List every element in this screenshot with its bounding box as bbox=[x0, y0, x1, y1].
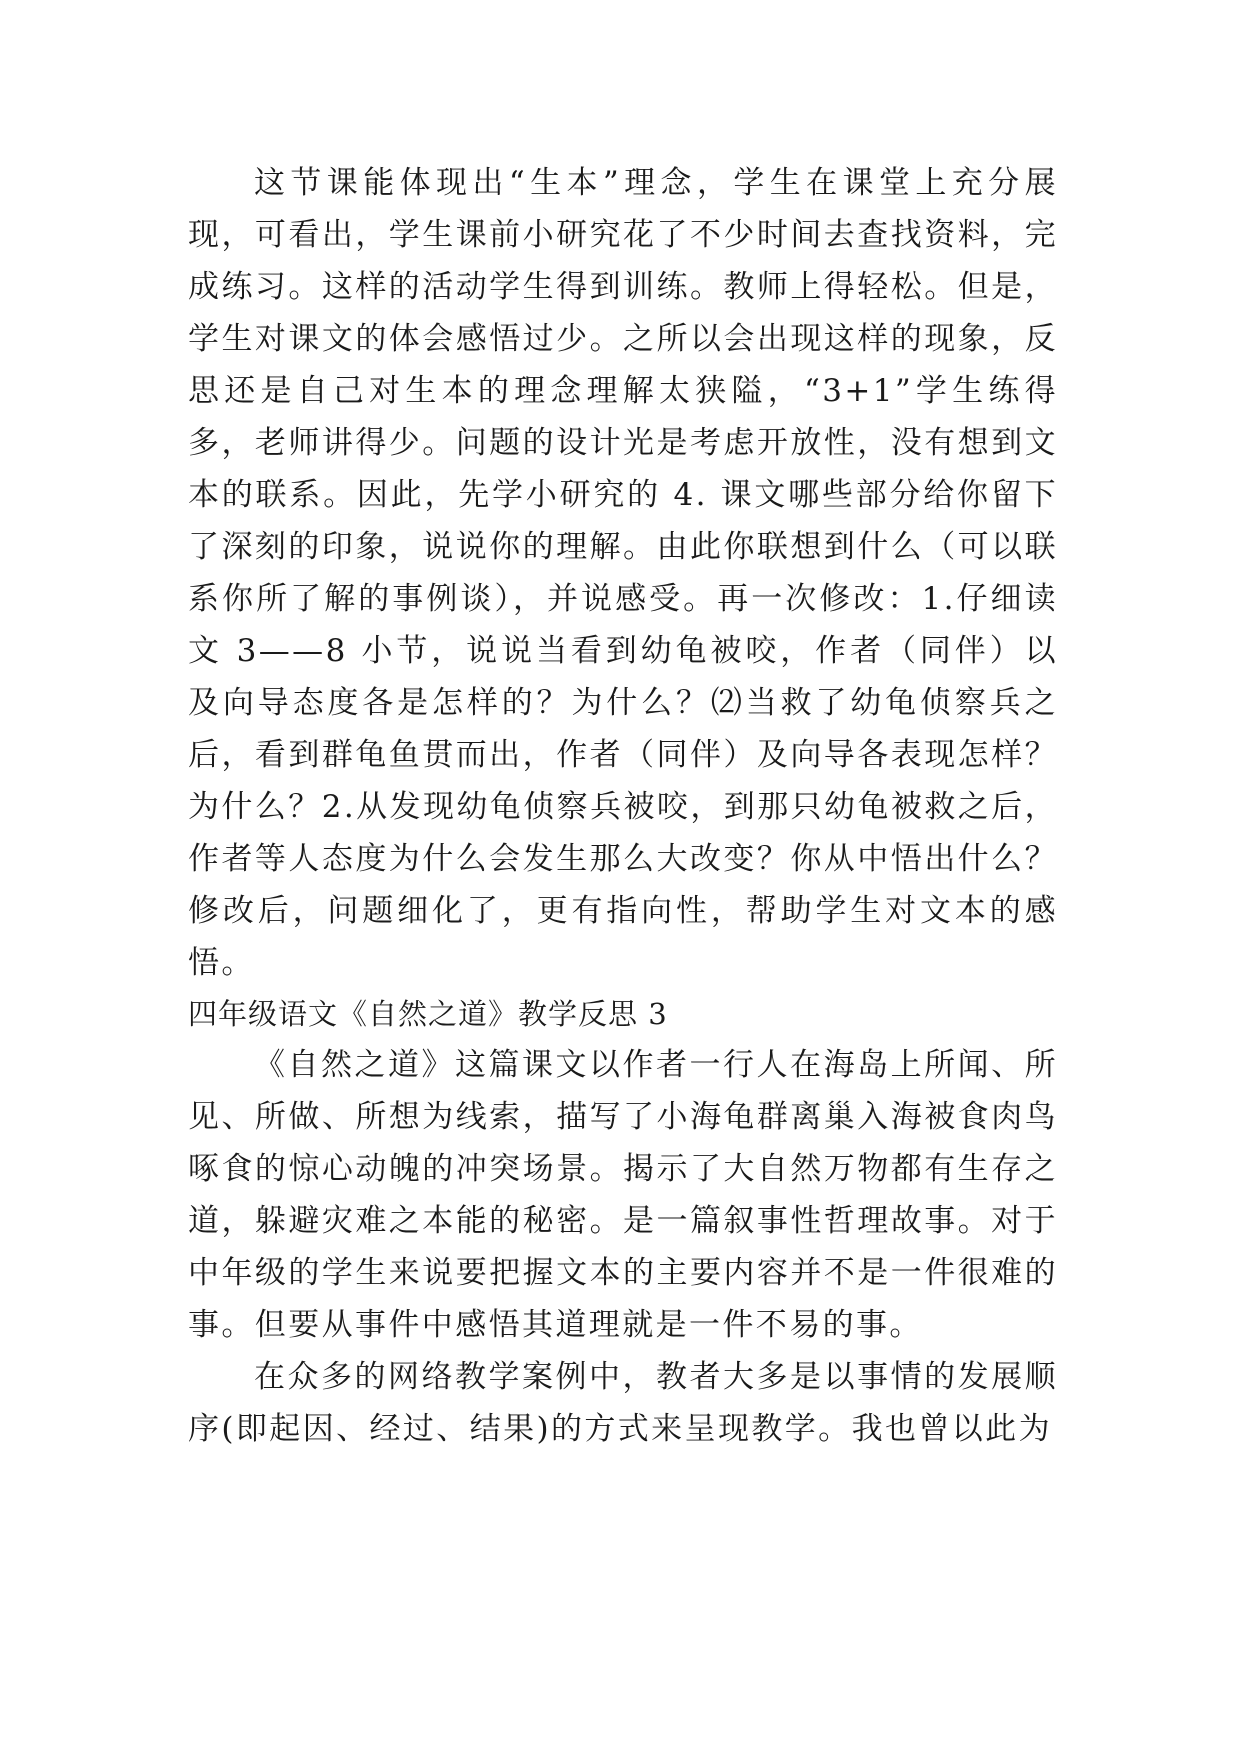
document-page bbox=[188, 157, 1058, 1455]
paragraph-reflection: 这节课能体现出“生本”理念，学生在课堂上充分展现，可看出，学生课前小研究花了不少时间去查找资料，完成练习。这样的活动学生得到训练。教师上得轻松。但是，学生对课文的体会感悟过少。之所以会出现这样的现象，反思还是自己对生本的理念理解太狭隘，“3+1”学生练得多，老师讲得少。问题的设计光是考虑开放性，没有想到文本的联系。因此，先学小研究的 4. 课文哪些部分给你留下了深刻的印象，说说你的理解。由此你联想到什么（可以联系你所了解的事例谈），并说感受。再一次修改：1.仔细读文 3——8 小节，说说当看到幼龟被咬，作者（同伴）以及向导态度各是怎样的？为什么？⑵当救了幼龟侦察兵之后，看到群龟鱼贯而出，作者（同伴）及向导各表现怎样？为什么？2.从发现幼龟侦察兵被咬，到那只幼龟被救之后，作者等人态度为什么会发生那么大改变？你从中悟出什么？修改后，问题细化了，更有指向性，帮助学生对文本的感悟。 bbox=[188, 165, 1058, 981]
paragraph-lesson-intro: 《自然之道》这篇课文以作者一行人在海岛上所闻、所见、所做、所想为线索，描写了小海龟群离巢入海被食肉鸟啄食的惊心动魄的冲突场景。揭示了大自然万物都有生存之道，躲避灾难之本能的秘密。是一篇叙事性哲理故事。对于中年级的学生来说要把握文本的主要内容并不是一件很难的事。但要从事件中感悟其道理就是一件不易的事。 bbox=[188, 1047, 1058, 1343]
paragraph-teaching-cases: 在众多的网络教学案例中，教者大多是以事情的发展顺序(即起因、经过、结果)的方式来呈现教学。我也曾以此为 bbox=[188, 1359, 1058, 1447]
section-heading: 四年级语文《自然之道》教学反思 3 bbox=[188, 997, 668, 1031]
